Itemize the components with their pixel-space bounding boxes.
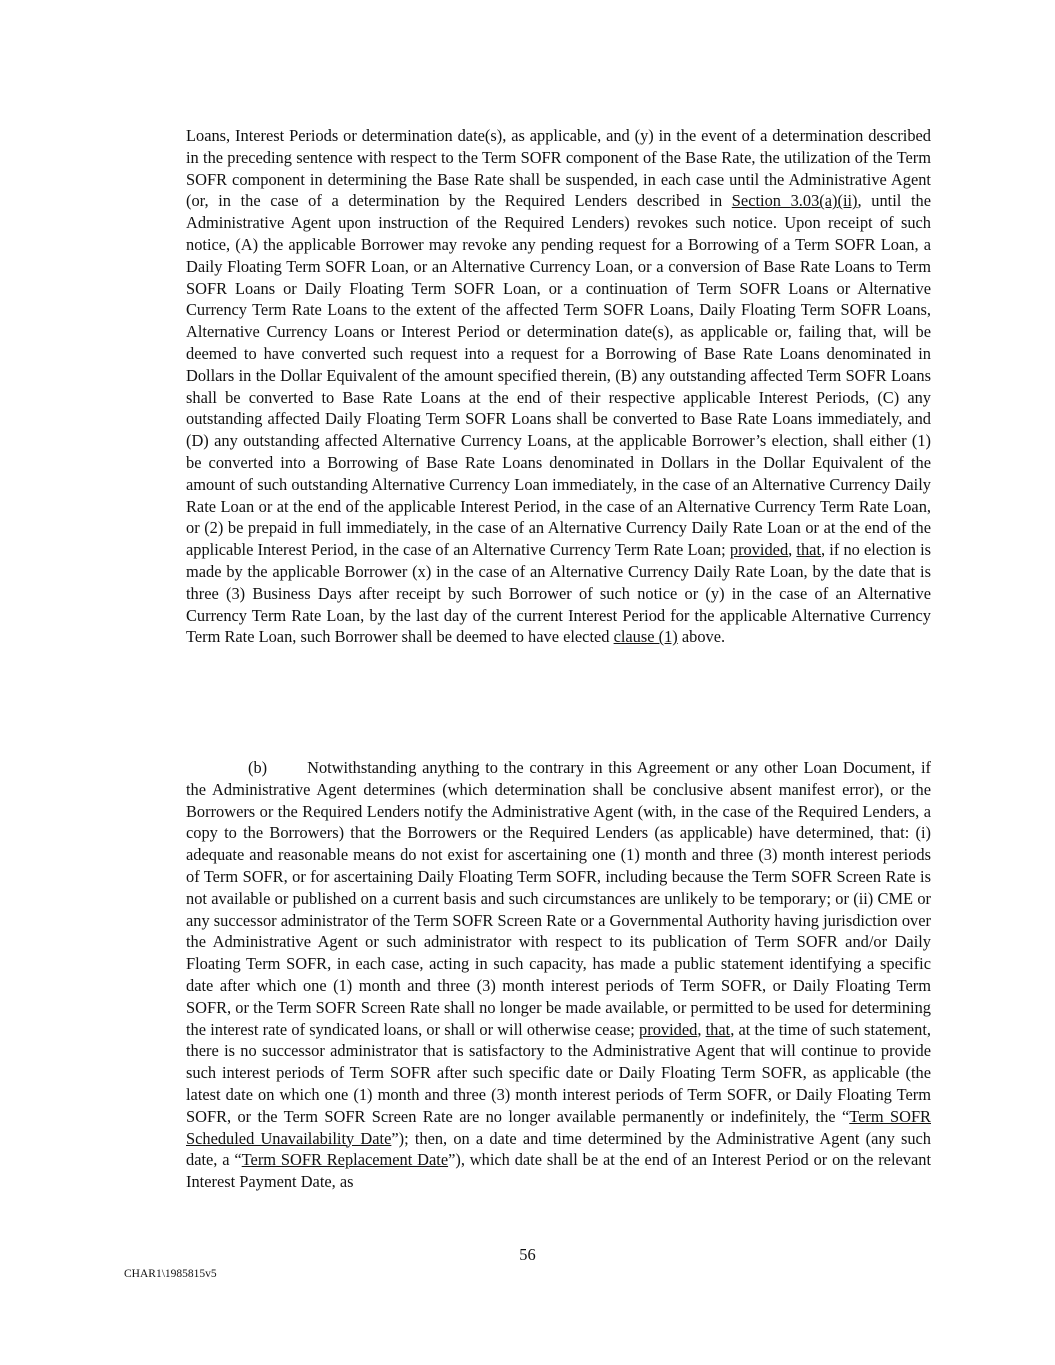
paragraph-b	[186, 757, 931, 1193]
paragraph-b-comma: ,	[697, 1019, 706, 1039]
page-number: 56	[519, 1245, 536, 1264]
paragraph-b-text-1: Notwithstanding anything to the contrary in this Agreement or any other Loan Document, if the Administrative Agent determines (which determination shall be conclusive absent manifest error), or the Borrowers or the Required Lenders notify the Administrative Agent (with, in the case of the Required Lenders, a copy to the Borrowers) that the Borrowers or the Required Lenders (as applicable) have determined, that: (i) adequate and reasonable means do not exist for ascertaining one (1) month and three (3) month interest periods of Term SOFR, or for ascertaining Daily Floating Term SOFR, including because the Term SOFR Screen Rate is not available or published on a current basis and such circumstances are unlikely to be temporary; or (ii) CME or any successor administrator of the Term SOFR Screen Rate or a Governmental Authority having jurisdiction over the Administrative Agent or such administrator with respect to its publication of Term SOFR and/or Daily Floating Term SOFR, in each case, acting in such capacity, has made a public statement identifying a specific date after which one (1) month and three (3) month interest periods of Term SOFR, or Daily Floating Term SOFR, or the Term SOFR Screen Rate shall no longer be made available, or permitted to be used for determining the interest rate of syndicated loans, or shall or will otherwise cease;	[186, 758, 931, 1039]
provided-term: provided	[729, 540, 789, 560]
paragraph-b-label: (b)	[248, 758, 268, 777]
paragraph-b-text-5: ”), which date shall be at the end of an Interest Period or on the relevant Interest Payment Date, as	[186, 1150, 931, 1192]
document-id: CHAR1\1985815v5	[124, 1268, 217, 1280]
paragraph-a	[186, 125, 931, 648]
paragraph-b-text-4: ”); then, on a date and time determined by the Administrative Agent (any such date, a “	[186, 1128, 931, 1170]
that-term: that	[705, 1019, 731, 1039]
section-reference: Section 3.03(a)(ii)	[731, 191, 858, 211]
paragraph-a-text-1: Loans, Interest Periods or determination date(s), as applicable, and (y) in the event of a determination described in the preceding sentence with respect to the Term SOFR component of the Base Rate, the utilization of the Term SOFR component in determining the Base Rate shall be suspended, in each case until the Administrative Agent (or, in the case of a determination by the Required Lenders described in	[186, 126, 931, 211]
paragraph-a-comma: ,	[788, 540, 797, 560]
paragraph-a-text-5: above.	[677, 627, 726, 647]
defined-term-replacement-date: Term SOFR Replacement Date	[241, 1150, 449, 1170]
clause-reference: clause (1)	[613, 627, 678, 647]
paragraph-b-text-3: , at the time of such statement, there is no successor administrator that is satisfactory to the Administrative Agent that will continue to provide such interest periods of Term SOFR after such specific date or Daily Floating Term SOFR, as applicable (the latest date on which one (1) month and three (3) month interest periods of Term SOFR, or Daily Floating Term SOFR, or the Term SOFR Screen Rate are no longer available permanently or indefinitely, the “	[186, 1019, 931, 1126]
defined-term-unavailability-date: Term SOFR Scheduled Unavailability Date	[186, 1106, 931, 1148]
paragraph-a-text-4: , if no election is made by the applicable Borrower (x) in the case of an Alternative Currency Daily Rate Loan, by the date that is three (3) Business Days after receipt by such Borrower of such notice or (y) in the case of an Alternative Currency Term Rate Loan, by the last day of the current Interest Period for the applicable Alternative Currency Term Rate Loan, such Borrower shall be deemed to have elected	[186, 540, 932, 647]
that-term: that	[796, 540, 821, 560]
paragraph-a-text-2: , until the Administrative Agent upon instruction of the Required Lenders) revokes such notice. Upon receipt of such notice, (A) the applicable Borrower may revoke any pending request for a Borrowing of a Term SOFR Loan, a Daily Floating Term SOFR Loan, or an Alternative Currency Loan, or a conversion of Base Rate Loans to Term SOFR Loans or Daily Floating Term SOFR Loan, or a continuation of Term SOFR Loans or Alternative Currency Term Rate Loans to the extent of the affected Term SOFR Loans, Daily Floating Term SOFR Loans, Alternative Currency Loans or Interest Period or determination date(s), as applicable or, failing that, will be deemed to have converted such request into a request for a Borrowing of Base Rate Loans denominated in Dollars in the Dollar Equivalent of the amount specified therein, (B) any outstanding affected Term SOFR Loans shall be converted to Base Rate Loans at the end of their respective applicable Interest Periods, (C) any outstanding affected Daily Floating Term SOFR Loans shall be converted to Base Rate Loans immediately, and (D) any outstanding affected Alternative Currency Loans, at the applicable Borrower’s election, shall either (1) be converted into a Borrowing of Base Rate Loans denominated in Dollars in the Dollar Equivalent of the amount of such outstanding Alternative Currency Loan immediately, in the case of an Alternative Currency Daily Rate Loan or at the end of the applicable Interest Period, in the case of an Alternative Currency Term Rate Loan, or (2) be prepaid in full immediately, in the case of an Alternative Currency Daily Rate Loan or at the end of the applicable Interest Period, in the case of an Alternative Currency Term Rate Loan;	[186, 191, 931, 560]
provided-term: provided	[639, 1019, 698, 1039]
